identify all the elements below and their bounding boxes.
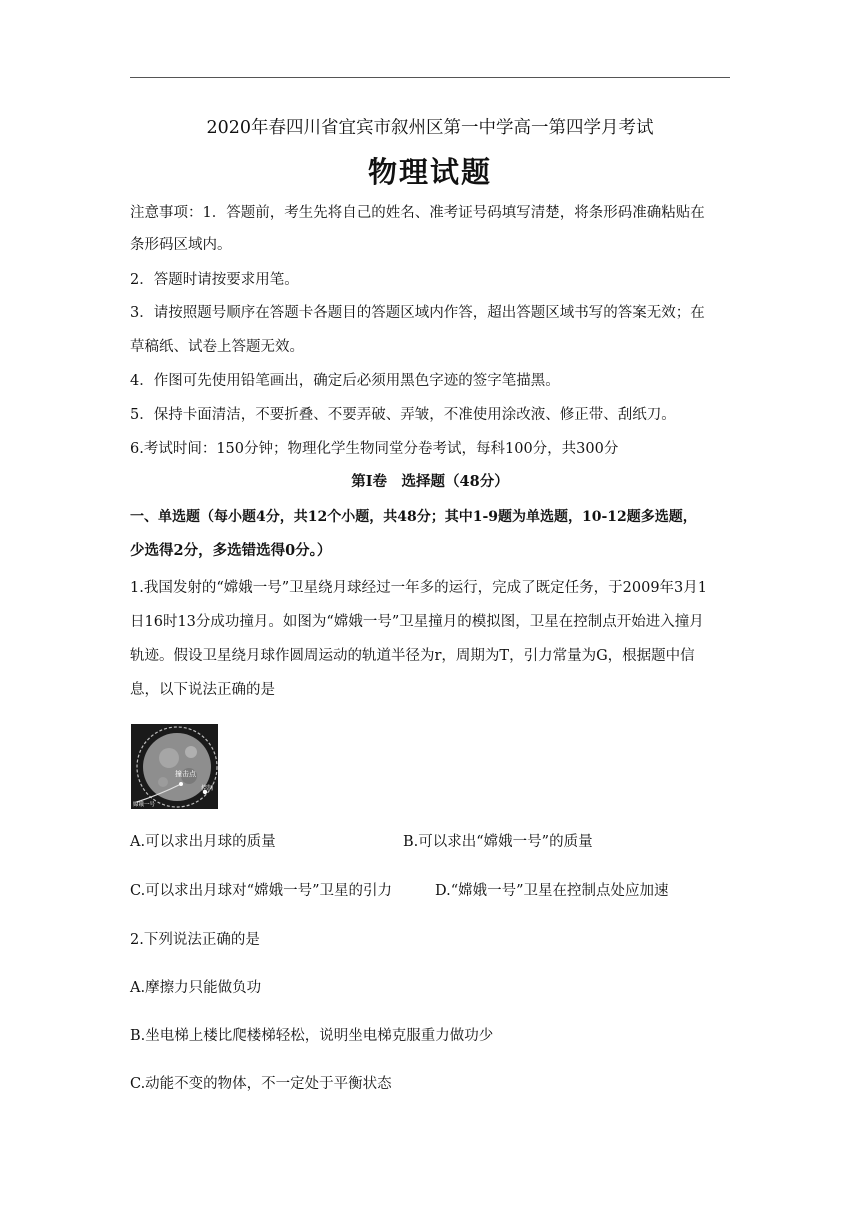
moon-impact-diagram [131,724,218,809]
notice-item-5: 5．保持卡面清洁，不要折叠、不要弄破、弄皱，不准使用涂改液、修正带、刮纸刀。 [130,407,676,423]
question-1-option-c: C.可以求出月球对“嫦娥一号”卫星的引力 [130,883,393,899]
question-1-option-a: A.可以求出月球的质量 [130,834,276,850]
impact-point-label: 撞击点 [175,770,196,778]
moon-impact-figure [131,724,218,809]
question-2-option-a: A.摩擦力只能做负功 [130,980,262,996]
notice-item-2: 2．答题时请按要求用笔。 [130,272,299,288]
question-1-option-d: D.“嫦娥一号”卫星在控制点处应加速 [435,883,669,899]
notice-item-3-line-1: 3．请按照题号顺序在答题卡各题目的答题区域内作答，超出答题区域书写的答案无效；在 [130,305,705,321]
notice-line-2: 条形码区域内。 [130,237,232,253]
control-point-label: 控制 [201,785,214,792]
chang-e-label: 嫦娥一号 [133,802,156,808]
question-1-line-2: 日16时13分成功撞月。如图为“嫦娥一号”卫星撞月的模拟图，卫星在控制点开始进入撞月 [130,614,704,630]
part-instructions-line-1: 一、单选题（每小题4分，共12个小题，共48分；其中1-9题为单选题，10-12题多选题， [130,509,697,525]
header-rule [130,77,730,78]
notice-item-3-line-2: 草稿纸、试卷上答题无效。 [130,339,304,355]
section-heading: 第I卷 选择题（48分） [351,473,509,490]
notice-line-1: 注意事项：1．答题前，考生先将自己的姓名、准考证号码填写清楚，将条形码准确粘贴在 [130,205,705,221]
question-1-line-4: 息，以下说法正确的是 [130,682,275,698]
question-1-line-3: 轨迹。假设卫星绕月球作圆周运动的轨道半径为r，周期为T，引力常量为G，根据题中信 [130,648,695,664]
notice-item-6: 6.考试时间：150分钟；物理化学生物同堂分卷考试，每科100分，共300分 [130,441,619,457]
notice-item-4: 4．作图可先使用铅笔画出，确定后必须用黑色字迹的签字笔描黑。 [130,373,560,389]
subject-title: 物理试题 [367,155,492,189]
exam-title: 2020年春四川省宜宾市叙州区第一中学高一第四学月考试 [206,118,654,138]
question-2-option-b: B.坐电梯上楼比爬楼梯轻松，说明坐电梯克服重力做功少 [130,1028,494,1044]
question-1-line-1: 1.我国发射的“嫦娥一号”卫星绕月球经过一年多的运行，完成了既定任务，于2009年3月1 [130,580,708,596]
question-2-option-c: C.动能不变的物体，不一定处于平衡状态 [130,1076,392,1092]
question-1-option-b: B.可以求出“嫦娥一号”的质量 [403,834,593,850]
question-2-stem: 2.下列说法正确的是 [130,932,260,948]
part-instructions-line-2: 少选得2分，多选错选得0分。） [130,542,332,559]
